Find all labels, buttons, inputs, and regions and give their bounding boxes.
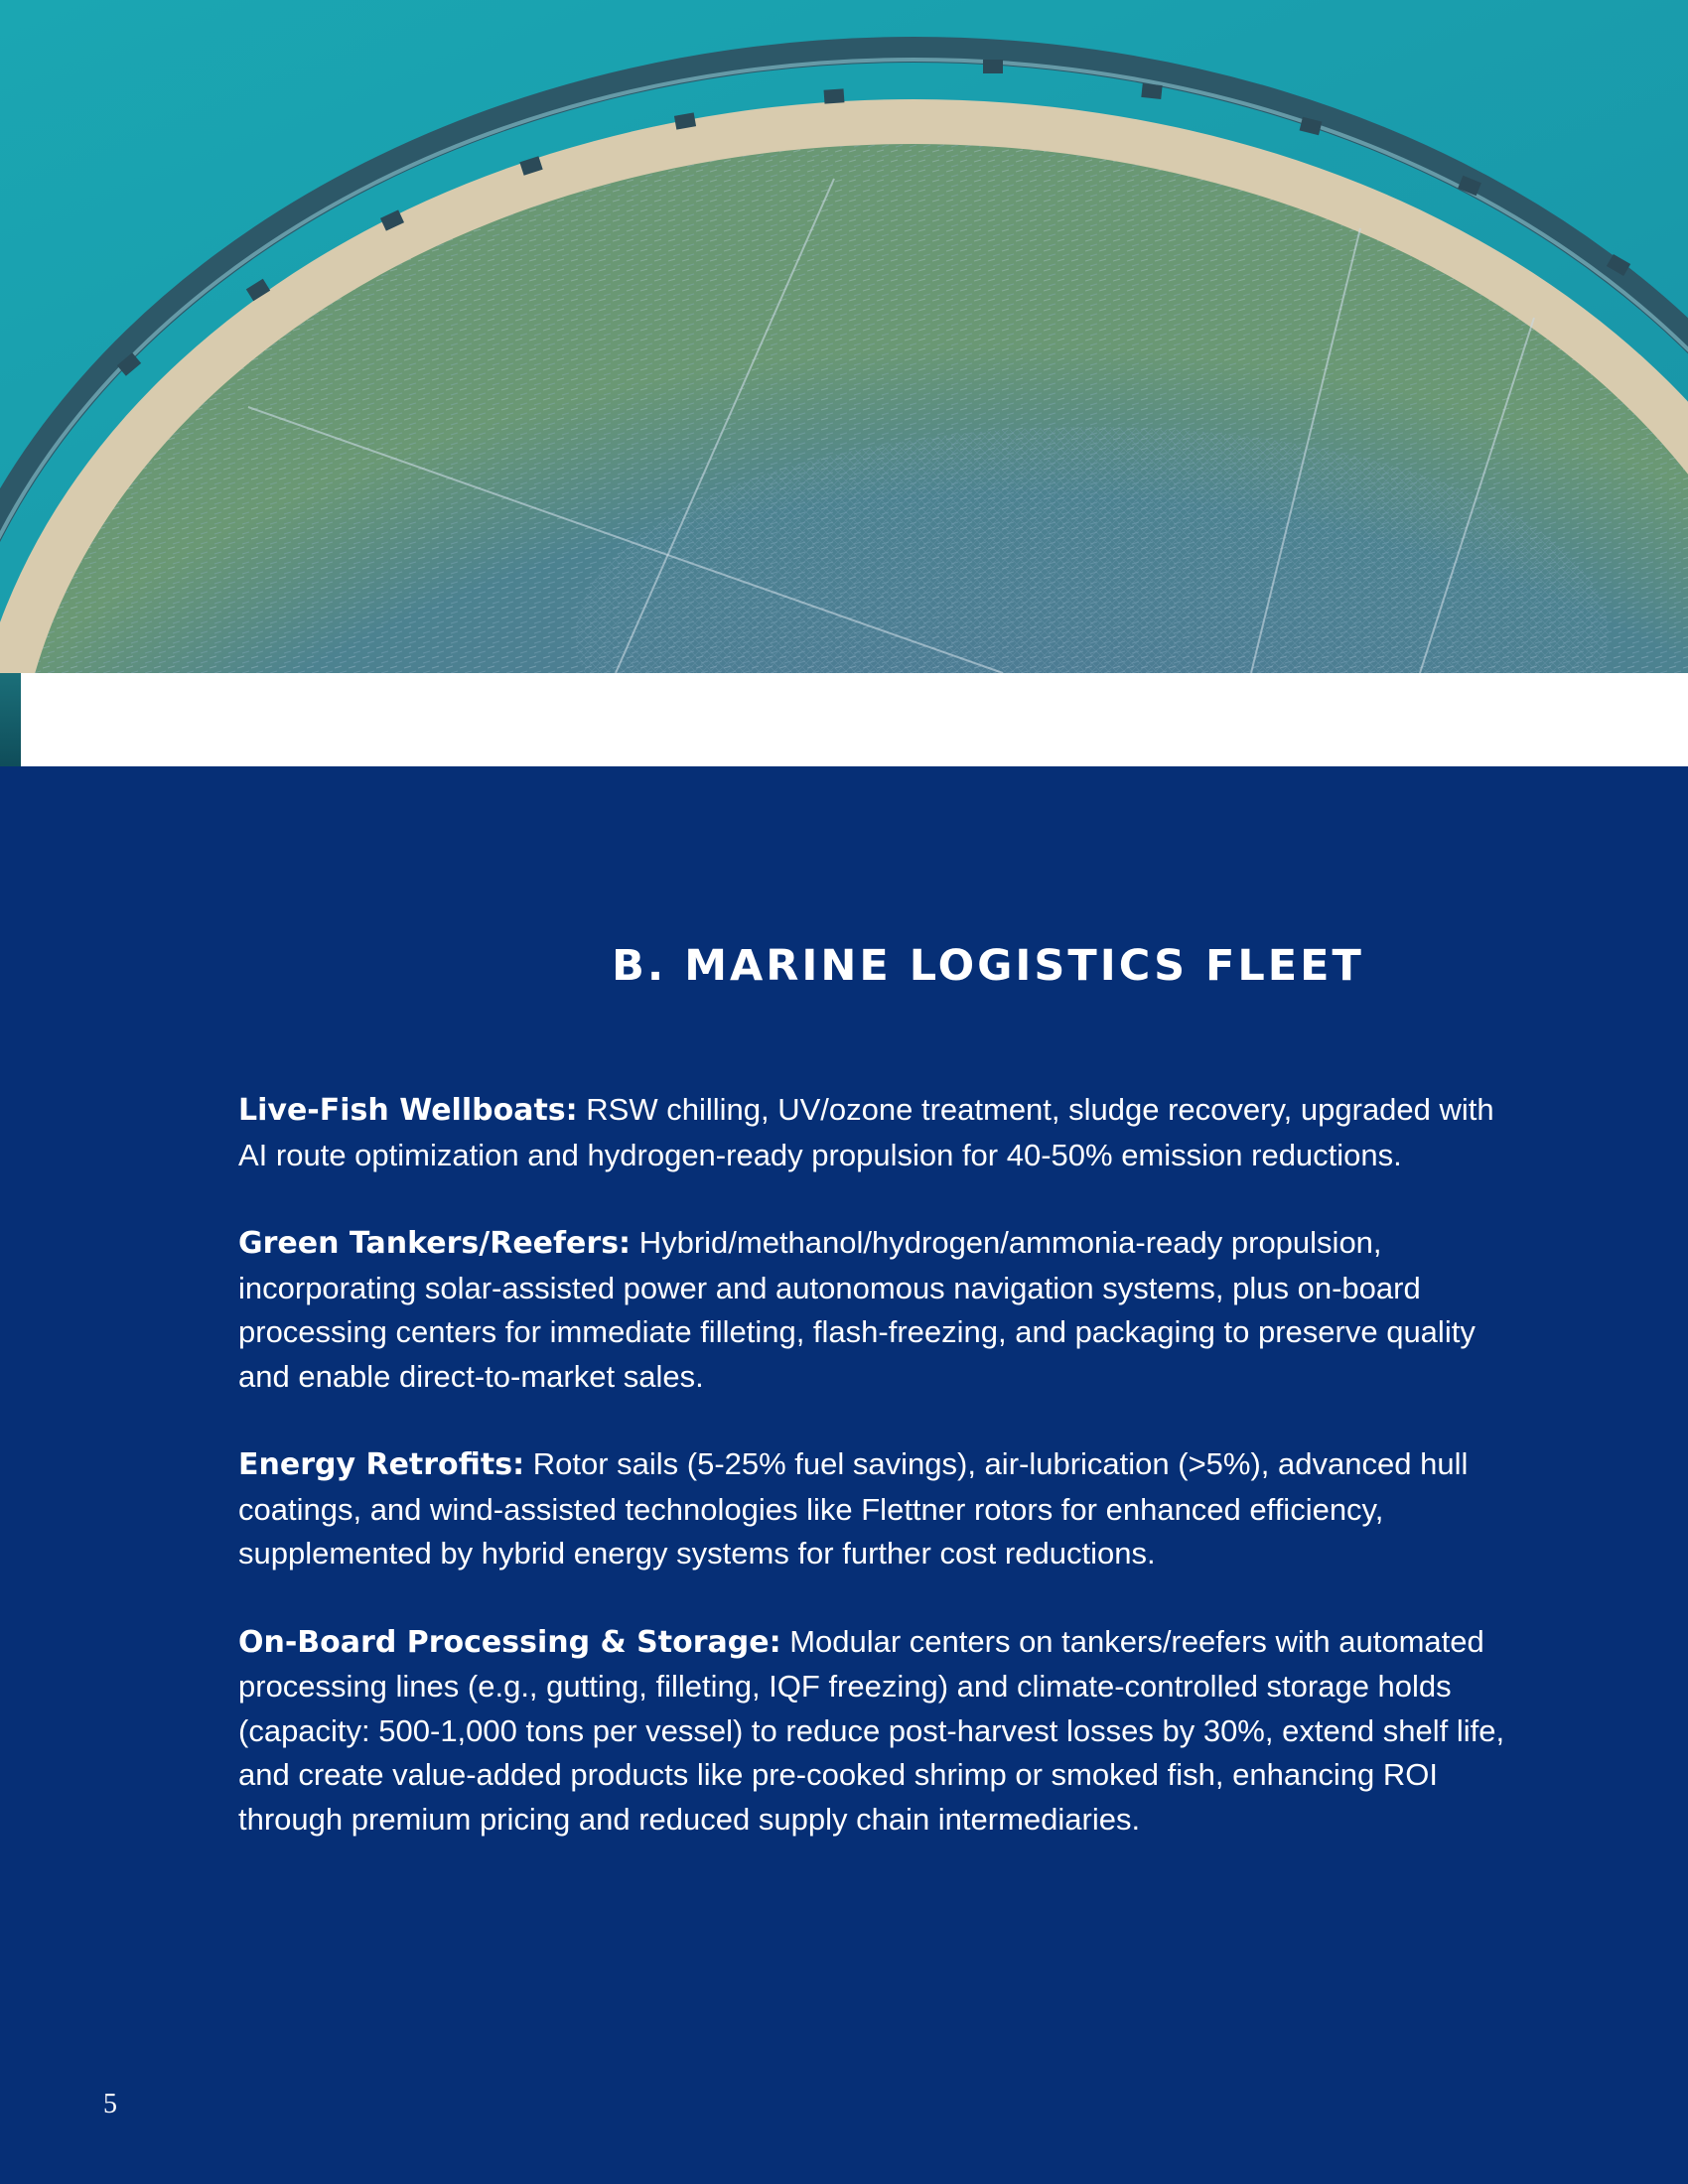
section-title: B. MARINE LOGISTICS FLEET: [612, 941, 1364, 991]
list-item: [238, 1442, 1519, 1576]
hero-photo-fish-pen: [0, 0, 1688, 673]
list-item: [238, 1088, 1519, 1177]
item-label: Green Tankers/Reefers:: [238, 1226, 632, 1261]
item-label: Energy Retrofits:: [238, 1447, 525, 1482]
item-label: On-Board Processing & Storage:: [238, 1624, 781, 1660]
item-text: RSW chilling, UV/ozone treatment, sludge recovery, upgraded with AI route optimization and hydrogen-ready propulsion for 40-50% emission reductions.: [238, 1092, 1494, 1172]
item-label: Live-Fish Wellboats:: [238, 1093, 578, 1128]
list-item: [238, 1620, 1519, 1843]
item-text: Modular centers on tankers/reefers with automated processing lines (e.g., gutting, filleting, IQF freezing) and climate-controlled storage holds (capacity: 500-1,000 tons per vessel) to reduce post-harvest losses by 30%, extend shelf life, and create value-added products like pre-cooked shrimp or smoked fish, enhancing ROI through premium pricing and reduced supply chain intermediaries.: [238, 1623, 1505, 1837]
list-item: [238, 1221, 1519, 1399]
photo-edge-strip: [0, 673, 21, 766]
item-text: Hybrid/methanol/hydrogen/ammonia-ready propulsion, incorporating solar-assisted power and autonomous navigation systems, plus on-board processing centers for immediate filleting, flash-freezing, and packaging to preserve quality and enable direct-to-market sales.: [238, 1225, 1476, 1394]
white-divider-band: [21, 673, 1688, 766]
aquaculture-pen-illustration: [0, 0, 1688, 673]
fleet-description-list: [238, 1088, 1519, 1885]
item-text: Rotor sails (5-25% fuel savings), air-lubrication (>5%), advanced hull coatings, and wind-assisted technologies like Flettner rotors for enhanced efficiency, supplemented by hybrid energy systems for further cost reductions.: [238, 1446, 1469, 1570]
page-number: 5: [103, 2089, 117, 2119]
